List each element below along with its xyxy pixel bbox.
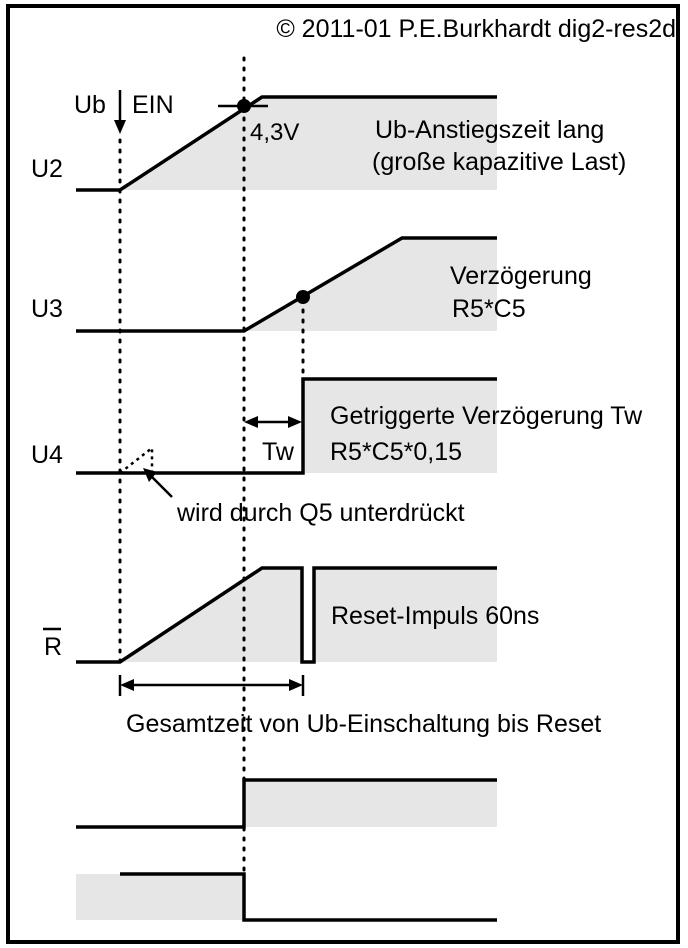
bottom1-fill bbox=[244, 780, 497, 827]
label-ub: Ub bbox=[74, 91, 106, 119]
reset-pulse-text: Reset-Impuls 60ns bbox=[331, 602, 540, 630]
rise-text-1: Ub-Anstiegszeit lang bbox=[375, 116, 605, 144]
label-u3: U3 bbox=[31, 295, 63, 323]
trig-text-1: Getriggerte Verzögerung Tw bbox=[330, 402, 643, 430]
bottom2-fill bbox=[76, 874, 244, 920]
label-u4: U4 bbox=[31, 441, 63, 469]
rise-text-2: (große kapazitive Last) bbox=[372, 148, 627, 176]
suppressed-text: wird durch Q5 unterdrückt bbox=[177, 499, 465, 527]
copyright-text: © 2011-01 P.E.Burkhardt dig2-res2d bbox=[276, 15, 676, 43]
label-ein: EIN bbox=[132, 91, 174, 119]
delay-text-2: R5*C5 bbox=[452, 295, 526, 323]
label-tw: Tw bbox=[262, 438, 294, 466]
delay-text-1: Verzögerung bbox=[450, 262, 592, 290]
label-u2: U2 bbox=[31, 155, 63, 183]
trig-text-2: R5*C5*0,15 bbox=[330, 438, 463, 466]
label-threshold: 4,3V bbox=[250, 119, 300, 146]
total-time-text: Gesamtzeit von Ub-Einschaltung bis Reset bbox=[126, 710, 602, 738]
label-r: R bbox=[44, 633, 63, 661]
